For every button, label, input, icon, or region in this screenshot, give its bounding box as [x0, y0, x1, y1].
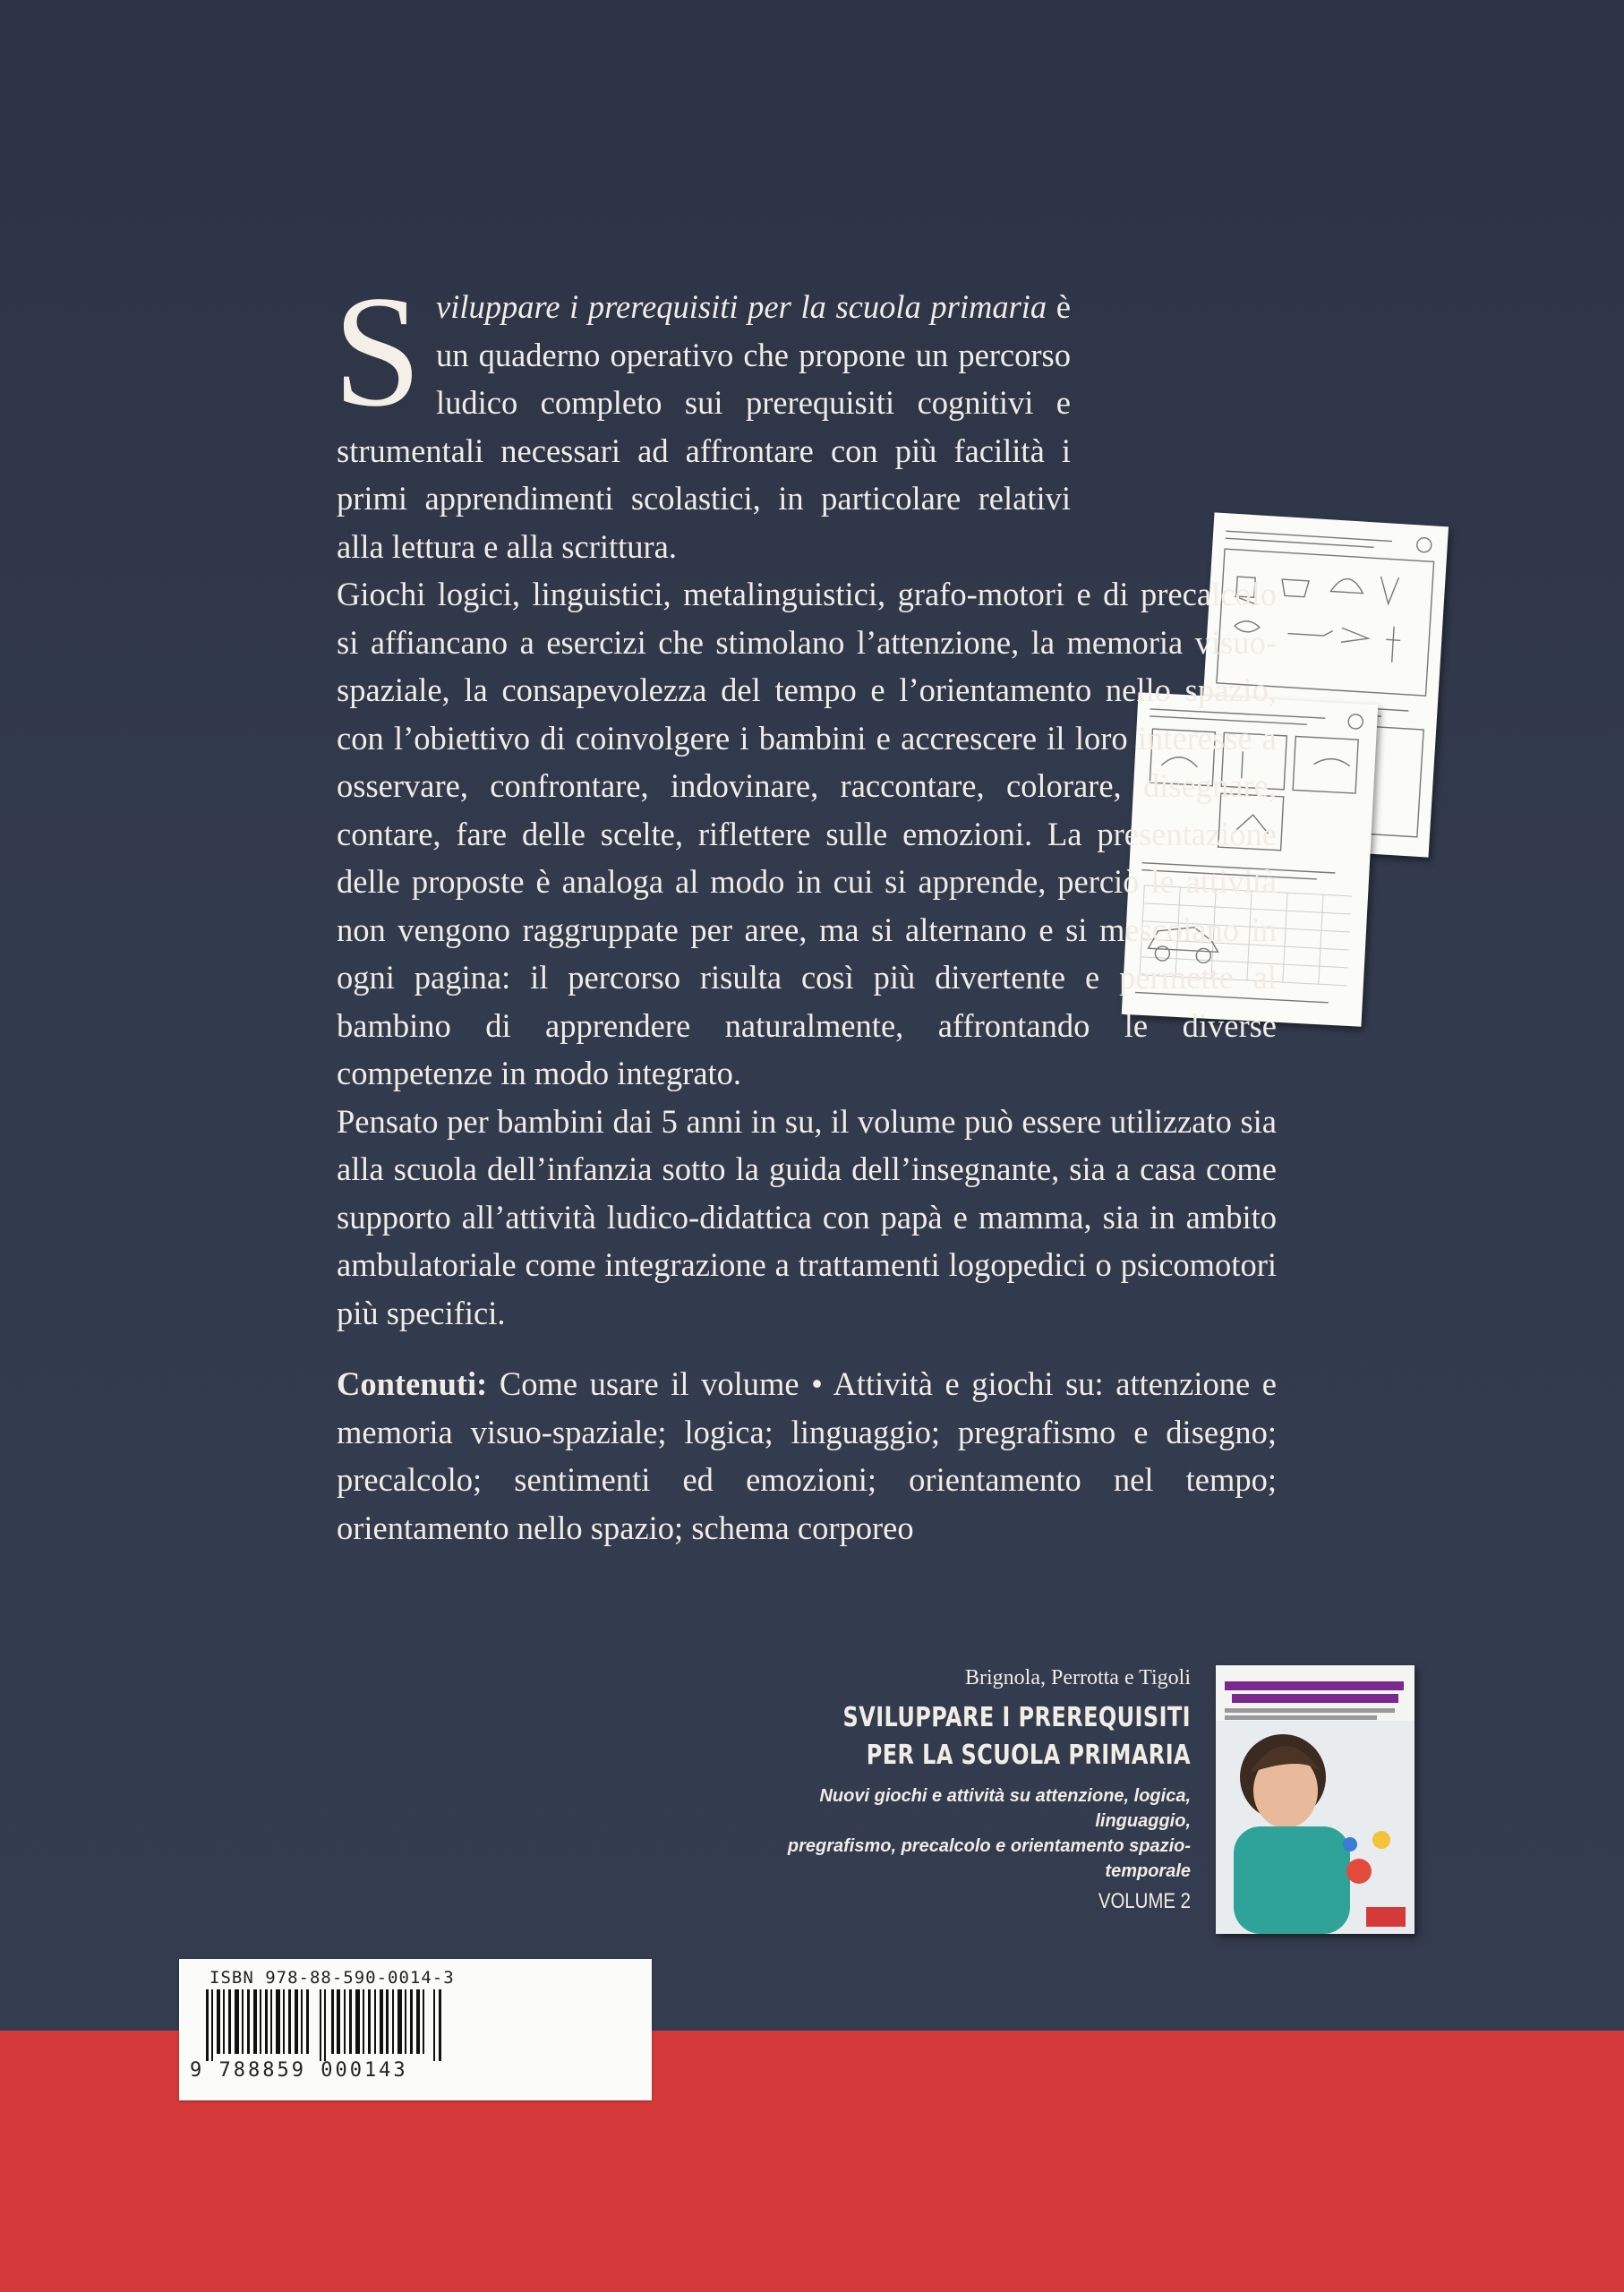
contents-paragraph	[337, 1360, 1277, 1552]
dropcap-letter: S	[333, 262, 422, 440]
isbn-text: ISBN 978-88-590-0014-3	[209, 1968, 455, 1988]
series-subtitle-line-1: Nuovi giochi e attività su attenzione, logica, linguaggio,	[819, 1786, 1191, 1831]
contents-list: Come usare il volume • Attività e giochi su: attenzione e memoria visuo-spaziale; logica; linguaggio; pregrafismo e disegno; precalcolo; sentimenti ed emozioni; orientamento nel tempo; orientamento nello spazio; schema corporeo	[337, 1365, 1277, 1546]
book-title-inline: viluppare i prerequisiti per la scuola primaria	[436, 288, 1047, 325]
series-subtitle-line-2: pregrafismo, precalcolo e orientamento spazio-temporale	[787, 1836, 1191, 1881]
series-authors: Brignola, Perrotta e Tigoli	[965, 1666, 1191, 1689]
description-text	[333, 262, 1277, 1552]
book-cover-image	[1216, 1665, 1415, 1934]
series-subtitle	[752, 1783, 1191, 1884]
paragraph-1-text: è un quaderno operativo che propone un percorso ludico completo sui prerequisiti cognitivi e strumentali necessari ad affrontare con più facilità i primi apprendimenti scolastici, in particolare relativi alla lettura e alla scrittura.	[337, 288, 1071, 565]
barcode-icon	[199, 1989, 458, 2061]
description-paragraph-1	[333, 262, 1071, 570]
series-title-line-1: SVILUPPARE I PREREQUISITI	[842, 1702, 1191, 1733]
contents-label: Contenuti:	[337, 1365, 488, 1402]
series-title-line-2: PER LA SCUOLA PRIMARIA	[866, 1740, 1191, 1771]
series-title	[840, 1699, 1191, 1775]
description-paragraph-3: Pensato per bambini dai 5 anni in su, il volume può essere utilizzato sia alla scuola dell’infanzia sotto la guida dell’insegnante, sia a casa come supporto all’attività ludico-didattica con papà e mamma, sia in ambito ambulatoriale come integrazione a trattamenti logopedici o psicomotori più specifici.	[337, 1102, 1277, 1331]
companion-volume-info	[752, 1663, 1191, 1916]
description-paragraph-2: Giochi logici, linguistici, metalinguistici, grafo-motori e di precalcolo si affiancano a esercizi che stimolano l’attenzione, la memoria visuo-spaziale, la consapevolezza del tempo e l’orientamento nello spazio, con l’obiettivo di coinvolgere i bambini e accrescere il loro interesse a osservare, confrontare, indovinare, raccontare, colorare, disegnare, contare, fare delle scelte, riflettere sulle emozioni. La presentazione delle proposte è analoga al modo in cui si apprende, perciò le attività non vengono raggruppate per aree, ma si alternano e si mescolano in ogni pagina: il percorso risulta così più divertente e permette al bambino di apprendere naturalmente, affrontando le diverse competenze in modo integrato.	[337, 576, 1277, 1091]
series-volume: VOLUME 2	[1098, 1889, 1191, 1913]
barcode-digits: 9 788859 000143	[190, 2059, 408, 2082]
companion-book-thumbnail	[1216, 1665, 1415, 1934]
barcode-label	[179, 1959, 652, 2100]
